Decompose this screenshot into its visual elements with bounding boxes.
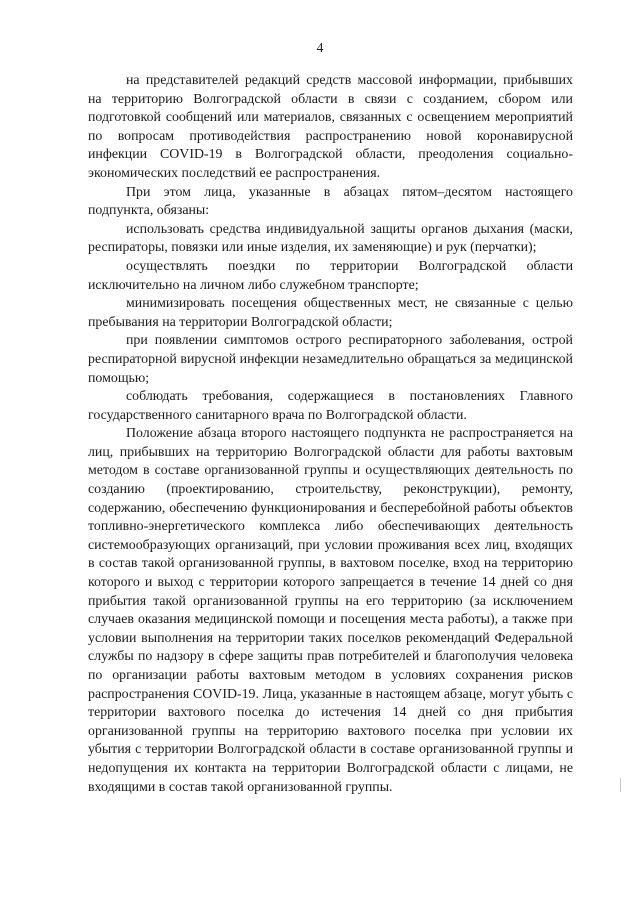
paragraph-media-representatives: на представителей редакций средств массовой информации, прибывших на территорию Волгоградской области в связи с созданием, сбором или подготовкой сообщений или материалов, связанных с освещением мероприятий по вопросам противодействия распространению новой коронавирусной инфекции COVID-19 в Волгоградской области, преодоления социально-экономических последствий ее распространения. — [88, 73, 573, 181]
document-body — [88, 72, 573, 797]
scan-artifact — [620, 778, 621, 792]
paragraph-public-places: минимизировать посещения общественных мест, не связанные с целью пребывания на территории Волгоградской области; — [88, 296, 573, 330]
paragraph-transport: осуществлять поездки по территории Волгоградской области исключительно на личном либо служебном транспорте; — [88, 258, 573, 293]
paragraph-obligations-intro: При этом лица, указанные в абзацах пятом–десятом настоящего подпункта, обязаны: — [88, 184, 573, 219]
paragraph-symptoms: при появлении симптомов острого респираторного заболевания, острой респираторной вирусной инфекции незамедлительно обращаться за медицинской помощью; — [88, 333, 573, 386]
page-number: 4 — [316, 40, 324, 55]
paragraph-sanitary-requirements: соблюдать требования, содержащиеся в постановлениях Главного государственного санитарного врача по Волгоградской области. — [88, 389, 573, 423]
paragraph-protective-equipment: использовать средства индивидуальной защиты органов дыхания (маски, респираторы, повязки или иные изделия, их заменяющие) и рук (перчатки); — [88, 221, 573, 256]
paragraph-shift-workers: Положение абзаца второго настоящего подпункта не распространяется на лиц, прибывших на территорию Волгоградской области для работы вахтовым методом в составе организованной группы и осуществляющих деятельность по созданию (проектированию, строительству, реконструкции), ремонту, содержанию, обеспечению функционирования и бесперебойной работы объектов топливно-энергетического комплекса либо обеспечивающих деятельность системообразующих организаций, при условии проживания всех лиц, входящих в состав такой организованной группы, в вахтовом поселке, вход на территорию которого и выход с территории которого запрещается в течение 14 дней со дня прибытия такой организованной группы на его территорию (за исключением случаев оказания медицинской помощи и посещения места работы), а также при условии выполнения на территории таких поселков рекомендаций Федеральной службы по надзору в сфере защиты прав потребителей и благополучия человека по организации работы вахтовым методом в условиях сохранения рисков распространения COVID-19. Лица, указанные в настоящем абзаце, могут убыть с территории вахтового поселка до истечения 14 дней со дня прибытия организованной группы на территорию вахтового поселка при условии их убытия с территории Волгоградской области в составе организованной группы и недопущения их контакта на территории Волгоградской области с лицами, не входящими в состав такой организованной группы. — [88, 426, 573, 795]
